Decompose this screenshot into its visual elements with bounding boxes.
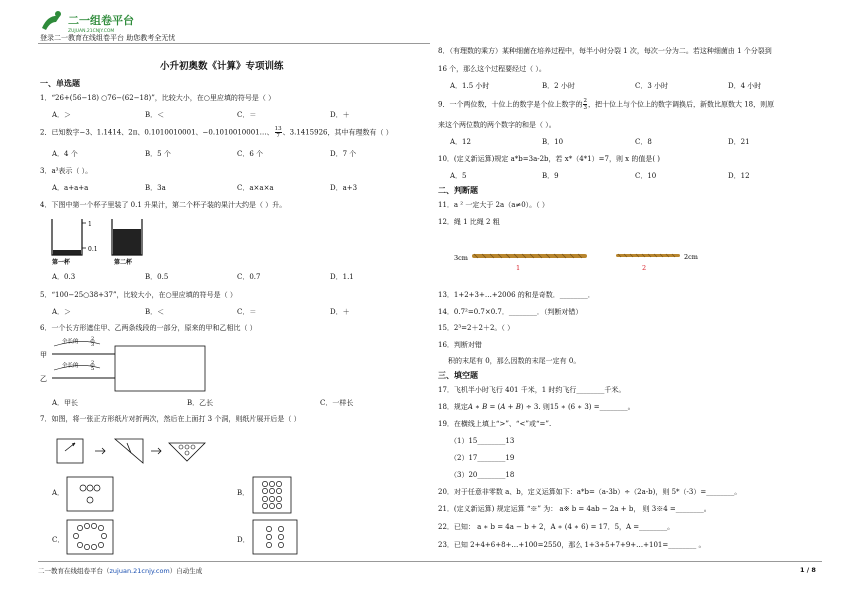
q9-text-post: ，把十位上与个位上的数字调换后，新数比原数大 18，则原	[587, 100, 775, 109]
footer-post: ）自动生成	[169, 567, 203, 575]
section-judge: 二、判断题	[438, 186, 478, 195]
question-9-line-2: 来这个两位数的两个数字的和是（ ）。	[438, 121, 556, 129]
q7-option-a-figure[interactable]	[66, 476, 114, 512]
cup2-label: 第二杯	[114, 259, 133, 265]
rope2-number: 2	[642, 264, 647, 272]
q12-ropes-figure	[450, 248, 710, 274]
question-22: 22．已知： a ∗ b = 4a − b + 2，A ∗ (4 ∗ 6) = 17．5，A =________。	[438, 523, 675, 531]
q10-option-b[interactable]: B．9	[542, 172, 559, 180]
q3-option-a[interactable]: A．a+a+a	[52, 184, 89, 192]
jia-frac-num: 2	[91, 336, 95, 342]
q2-option-d[interactable]: D．7 个	[330, 150, 357, 158]
question-10: 10．(定义新运算)规定 a*b=3a-2b，若 x*（4*1）=7，则 x 的值是( )	[438, 155, 661, 163]
page-number: 1 / 8	[800, 566, 816, 574]
q4-option-c[interactable]: C．0.7	[237, 273, 261, 281]
logo-subtext: ZUJUAN.21CNJY.COM	[68, 29, 115, 34]
question-18: 18．规定𝐴 ∗ 𝐵 = (𝐴 + 𝐵) ÷ 3. 则15 ∗ (6 ∗ 3) =________。	[438, 403, 635, 411]
jia-frac-den: 3	[91, 342, 95, 348]
q5-option-d[interactable]: D．＋	[330, 308, 350, 316]
q4-cups-figure	[50, 215, 160, 265]
q2-text-post: 、3.1415926，其中有理数有（ ）	[282, 128, 393, 137]
footer-link[interactable]: zujuan.21cnjy.com	[109, 567, 170, 575]
section-fill: 三、填空题	[438, 371, 478, 380]
q9-denominator: 3	[583, 105, 587, 111]
question-21: 21．(定义新运算) 规定运算 “※” 为： a※ b = 4ab − 2a + b， 则 3※4 =________。	[438, 505, 711, 513]
q4-option-a[interactable]: A．0.3	[52, 273, 76, 281]
question-17: 17．飞机半小时飞行 401 千米，1 时约飞行________千米。	[438, 386, 626, 394]
question-7: 7．如图，将一张正方形纸片对折两次，然后在上面打 3 个洞，则纸片展开后是（ ）	[40, 415, 301, 423]
question-3: 3．a³表示（ ）。	[40, 167, 93, 175]
yi-frac-num: 2	[91, 360, 95, 366]
cup1-label: 第一杯	[52, 259, 71, 265]
q9-option-d[interactable]: D．21	[728, 138, 750, 146]
q8-option-c[interactable]: C．3 小时	[635, 82, 669, 90]
question-15: 15．2³=2＋2＋2。（ ）	[438, 324, 515, 332]
footer-text	[38, 566, 202, 575]
rope1-length: 3cm	[454, 254, 468, 262]
question-19: 19．在横线上填上“>”、“<”或“=”.	[438, 420, 552, 428]
q10-option-a[interactable]: A．5	[450, 172, 467, 180]
cup-scale-top: 1	[88, 221, 92, 228]
rope2-length: 2cm	[684, 253, 698, 261]
question-9-line-1	[438, 98, 774, 111]
q7-option-a[interactable]: A．	[52, 489, 65, 497]
q5-option-b[interactable]: B．＜	[145, 308, 165, 316]
jia-caption: 全长的	[62, 339, 79, 345]
q6-option-c[interactable]: C．一样长	[320, 399, 354, 407]
q1-option-d[interactable]: D．＋	[330, 111, 350, 119]
q8-option-a[interactable]: A．1.5 小时	[450, 82, 490, 90]
footer-pre: 二一教育在线组卷平台（	[38, 567, 110, 575]
q7-option-b-figure[interactable]	[252, 476, 292, 514]
q5-option-a[interactable]: A．＞	[52, 308, 72, 316]
q1-option-c[interactable]: C．＝	[237, 111, 257, 119]
header-divider	[38, 43, 430, 44]
q6-segments-figure	[40, 334, 210, 394]
q7-option-c[interactable]: C．	[52, 536, 65, 544]
question-5: 5．“100−25○38+37”，比较大小，在○里应填的符号是（ ）	[40, 291, 237, 299]
q1-option-b[interactable]: B．＜	[145, 111, 165, 119]
q19-item-3[interactable]: （3）20________18	[450, 471, 515, 479]
q8-option-d[interactable]: D．4 小时	[728, 82, 762, 90]
q3-option-d[interactable]: D．a+3	[330, 184, 358, 192]
logo-text: 二一组卷平台	[68, 14, 134, 27]
q9-fraction	[583, 98, 587, 111]
q10-option-c[interactable]: C．10	[635, 172, 657, 180]
q9-option-b[interactable]: B．10	[542, 138, 564, 146]
footer-divider	[38, 561, 822, 562]
rope-1	[472, 254, 587, 258]
q2-option-c[interactable]: C．6 个	[237, 150, 264, 158]
q2-fraction	[275, 126, 282, 139]
q7-folding-figure	[55, 437, 230, 467]
page-title: 小升初奥数《计算》专项训练	[160, 61, 284, 72]
q7-option-d[interactable]: D．	[237, 536, 250, 544]
q19-item-2[interactable]: （2）17________19	[450, 454, 515, 462]
q9-option-c[interactable]: C．8	[635, 138, 652, 146]
site-logo	[38, 8, 148, 36]
cup-scale-mid: 0.1	[88, 246, 98, 253]
question-1: 1．“26+(56−18) ○76−(62−18)”，比较大小，在○里应填的符号是（ ）	[40, 94, 276, 102]
q4-option-d[interactable]: D．1.1	[330, 273, 354, 281]
question-14: 14．0.7²=0.7×0.7．________．（判断对错）	[438, 308, 583, 316]
question-20: 20．对于任意非零数 a、b，定义运算如下：a*b=（a-3b）÷（2a-b)，则 5*（-3）=________。	[438, 488, 742, 496]
q2-numerator: 13	[274, 126, 282, 132]
q7-option-c-figure[interactable]	[66, 519, 114, 555]
q2-option-a[interactable]: A．4 个	[52, 150, 78, 158]
q8-option-b[interactable]: B．2 小时	[542, 82, 575, 90]
question-4: 4．下图中第一个杯子里装了 0.1 升果汁，第二个杯子装的果汁大约是（ ）升。	[40, 201, 287, 209]
label-jia: 甲	[40, 351, 47, 359]
q2-denominator: 7	[276, 133, 280, 139]
label-yi: 乙	[40, 375, 47, 383]
question-12: 12．绳 1 比绳 2 粗	[438, 218, 500, 226]
q9-numerator: 2	[583, 98, 587, 104]
question-16-statement: 积的末尾有 0，那么因数的末尾一定有 0。	[448, 357, 581, 365]
q1-option-a[interactable]: A．＞	[52, 111, 72, 119]
q9-text-pre: 9．一个两位数，十位上的数字是个位上数字的	[438, 100, 583, 109]
question-23: 23．已知 2+4+6+8+…+100=2550，那么 1+3+5+7+9+…+101=________ 。	[438, 541, 706, 549]
question-13: 13．1+2+3+…+2006 的和是奇数．________．	[438, 291, 595, 299]
q7-option-d-figure[interactable]	[252, 519, 298, 555]
q6-option-b[interactable]: B．乙长	[187, 399, 214, 407]
q19-item-1[interactable]: （1）15________13	[450, 437, 515, 445]
q2-text-pre: 2．已知数字−3、1.1414、2π、0.1010010001、−0.1010010001…、	[40, 128, 274, 137]
section-single-choice: 一、单选题	[40, 79, 80, 88]
question-8-line-1: 8．（有理数的乘方）某种细菌在培养过程中，每半小时分裂 1 次，每次一分为二。若这种细菌由 1 个分裂到	[438, 47, 772, 55]
q10-option-d[interactable]: D．12	[728, 172, 750, 180]
question-16: 16．判断对错	[438, 341, 482, 349]
q7-option-b[interactable]: B．	[237, 489, 250, 497]
header-slogan: 登录二一教育在线组卷平台 助您教考全无忧	[40, 34, 176, 42]
q9-option-a[interactable]: A．12	[450, 138, 471, 146]
q4-option-b[interactable]: B．0.5	[145, 273, 169, 281]
question-6: 6．一个长方形遮住甲、乙两条线段的一部分，原来的甲和乙相比（ ）	[40, 324, 257, 332]
question-11: 11．a ² 一定大于 2a（a≠0）。（ ）	[438, 201, 549, 209]
q2-option-b[interactable]: B．5 个	[145, 150, 171, 158]
q3-option-c[interactable]: C．a×a×a	[237, 184, 274, 192]
q3-option-b[interactable]: B．3a	[145, 184, 166, 192]
q5-option-c[interactable]: C．＝	[237, 308, 257, 316]
question-2	[40, 126, 393, 139]
question-8-line-2: 16 个，那么这个过程要经过（ ）。	[438, 65, 546, 73]
q6-option-a[interactable]: A．甲长	[52, 399, 79, 407]
rope1-number: 1	[516, 264, 521, 272]
yi-frac-den: 5	[91, 366, 95, 372]
yi-caption: 全长的	[62, 363, 79, 369]
